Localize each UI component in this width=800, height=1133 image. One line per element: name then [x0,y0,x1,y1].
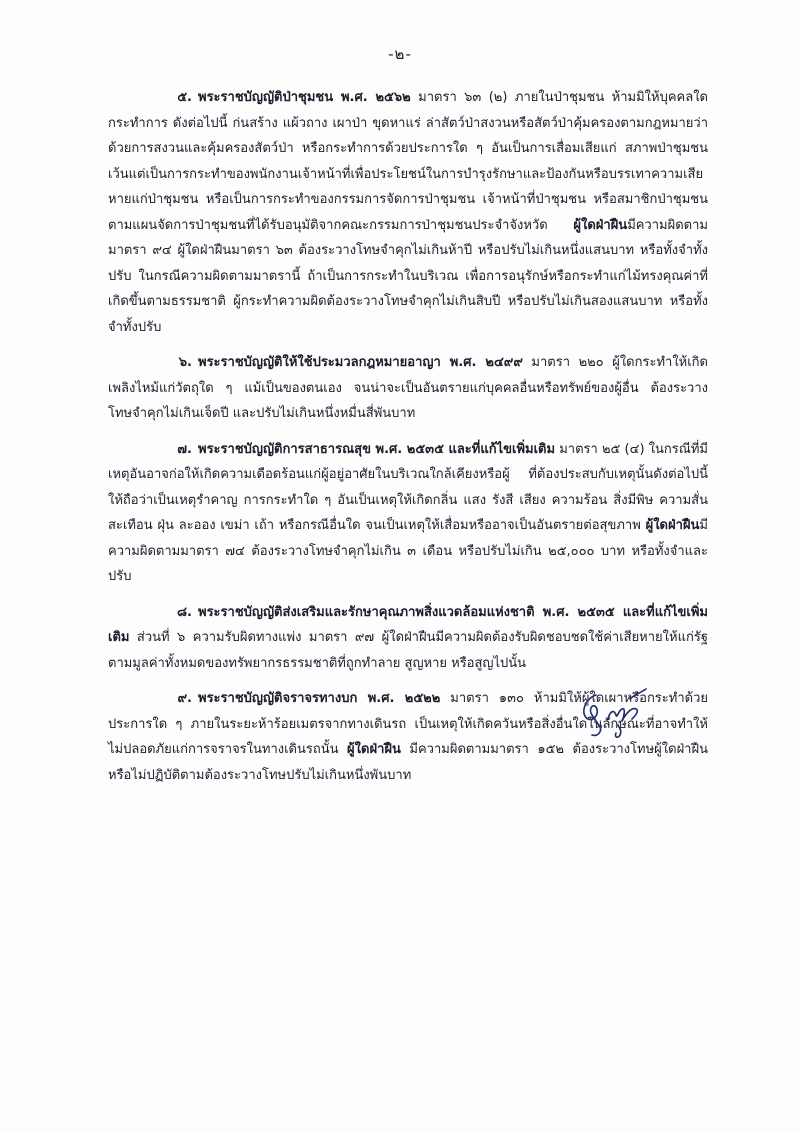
paragraph-number: ๖. [178,355,192,370]
paragraph-number: ๙. [177,691,192,706]
paragraph-text-continued: มีความผิดตามมาตรา ๑๕๒ ต้องระวางโทษผู้ใดฝ่าฝืนหรือไม่ปฏิบัติตามต้องระวางโทษปรับไม่เกินหนึ่งพันบาท [108,742,708,783]
paragraph-text-continued: มีความผิดตามมาตรา ๗๔ ต้องระวางโทษจำคุกไม่เกิน ๓ เดือน หรือปรับไม่เกิน ๒๕,๐๐๐ บาท หรือทั้งจำและปรับ [108,518,708,584]
paragraph-text: มาตรา ๑๓๐ ห้ามมิให้ผู้ใดเผาหรือกระทำด้วยประการใด ๆ ภายในระยะห้าร้อยเมตรจากทางเดินรถ เป็นเหตุให้เกิดควันหรือสิ่งอื่นใดในลักษณะที่อาจทำให้ไม่ปลอดภัยแก่การจราจรในทางเดินรถนั้น [108,691,709,757]
paragraph-7 [108,437,708,590]
paragraph-number: ๕. [177,90,192,105]
handwritten-signature [574,685,654,745]
paragraph-8 [108,600,708,677]
paragraph-number: ๗. [177,441,192,457]
violator-phrase: ผู้ใดฝ่าฝืน [347,742,401,757]
violator-phrase: ผู้ใดฝ่าฝืน [645,518,700,533]
law-title: พระราชบัญญัติป่าชุมชน พ.ศ. ๒๕๖๒ [198,90,411,105]
law-title: พระราชบัญญัติให้ใช้ประมวลกฎหมายอาญา พ.ศ. ๒๔๙๙ [198,355,523,370]
law-title: พระราชบัญญัติส่งเสริมและรักษาคุณภาพสิ่งแวดล้อมแห่งชาติ พ.ศ. ๒๕๓๕ และที่แก้ไขเพิ่มเติม [108,604,708,645]
paragraph-text: มาตรา ๒๒๐ ผู้ใดกระทำให้เกิดเพลิงไหม้แก่วัตถุใด ๆ แม้เป็นของตนเอง จนน่าจะเป็นอันตรายแก่บุคคลอื่นหรือทรัพย์ของผู้อื่น ต้องระวางโทษจำคุกไม่เกินเจ็ดปี และปรับไม่เกินหนึ่งหมื่นสี่พันบาท [108,355,708,421]
paragraph-6 [108,350,708,427]
paragraph-text: ส่วนที่ ๖ ความรับผิดทางแพ่ง มาตรา ๙๗ ผู้ใดฝ่าฝืนมีความผิดต้องรับผิดชอบชดใช้ค่าเสียหายให้แก่รัฐตามมูลค่าทั้งหมดของทรัพยากรธรรมชาติที่ถูกทำลาย สูญหาย หรือสูญไปนั้น [108,630,708,671]
law-title: พระราชบัญญัติการสาธารณสุข พ.ศ. ๒๕๓๕ และที่แก้ไขเพิ่มเติม [198,441,556,457]
violator-phrase: ผู้ใดฝ่าฝืน [573,217,628,233]
page-number: -๒- [388,45,412,63]
paragraph-text: มาตรา ๒๕ (๔) ในกรณีที่มีเหตุอันอาจก่อให้เกิดความเดือดร้อนแก่ผู้อยู่อาศัยในบริเวณใกล้เคียงหรือผู้ ที่ต้องประสบกับเหตุนั้นดังต่อไปนี้ ให้ถือว่าเป็นเหตุรำคาญ การกระทำใด ๆ อันเป็นเหตุให้เกิดกลิ่น แสง รังสี เสียง ความร้อน สิ่งมีพิษ ความสั่นสะเทือน ฝุ่น ละออง เขม่า เถ้า หรือกรณีอื่นใด จนเป็นเหตุให้เสื่อมหรืออาจเป็นอันตรายต่อสุขภาพ [108,441,708,533]
paragraph-number: ๘. [177,604,192,620]
paragraph-text-continued: มีความผิดตามมาตรา ๙๔ ผู้ใดฝ่าฝืนมาตรา ๖๓ ต้องระวางโทษจำคุกไม่เกินห้าปี หรือปรับไม่เกินหนึ่งแสนบาท หรือทั้งจำทั้งปรับ ในกรณีความผิดตามมาตรานี้ ถ้าเป็นการกระทำในบริเวณ เพื่อการอนุรักษ์หรือกระทำแก่ไม้ทรงคุณค่าที่เกิดขึ้นตามธรรมชาติ ผู้กระทำความผิดต้องระวางโทษจำคุกไม่เกินสิบปี หรือปรับไม่เกินสองแสนบาท หรือทั้งจำทั้งปรับ [108,217,708,335]
paragraph-5 [108,85,708,340]
law-title: พระราชบัญญัติจราจรทางบก พ.ศ. ๒๕๒๒ [198,691,441,706]
paragraph-text: มาตรา ๖๓ (๒) ภายในป่าชุมชน ห้ามมิให้บุคคลใดกระทำการ ดังต่อไปนี้ ก่นสร้าง แผ้วถาง เผาป่า ขุดหาแร่ ล่าสัตว์ป่าสงวนหรือสัตว์ป่าคุ้มครองตามกฎหมายว่าด้วยการสงวนและคุ้มครองสัตว์ป่า หรือกระทำการด้วยประการใด ๆ อันเป็นการเสื่อมเสียแก่ สภาพป่าชุมชน เว้นแต่เป็นการกระทำของพนักงานเจ้าหน้าที่เพื่อประโยชน์ในการบำรุงรักษาและป้องกันหรือบรรเทาความเสียหายแก่ป่าชุมชน หรือเป็นการกระทำของกรรมการจัดการป่าชุมชน เจ้าหน้าที่ป่าชุมชน หรือสมาชิกป่าชุมชน ตามแผนจัดการป่าชุมชนที่ได้รับอนุมัติจากคณะกรรมการป่าชุมชนประจำจังหวัด [108,90,708,233]
